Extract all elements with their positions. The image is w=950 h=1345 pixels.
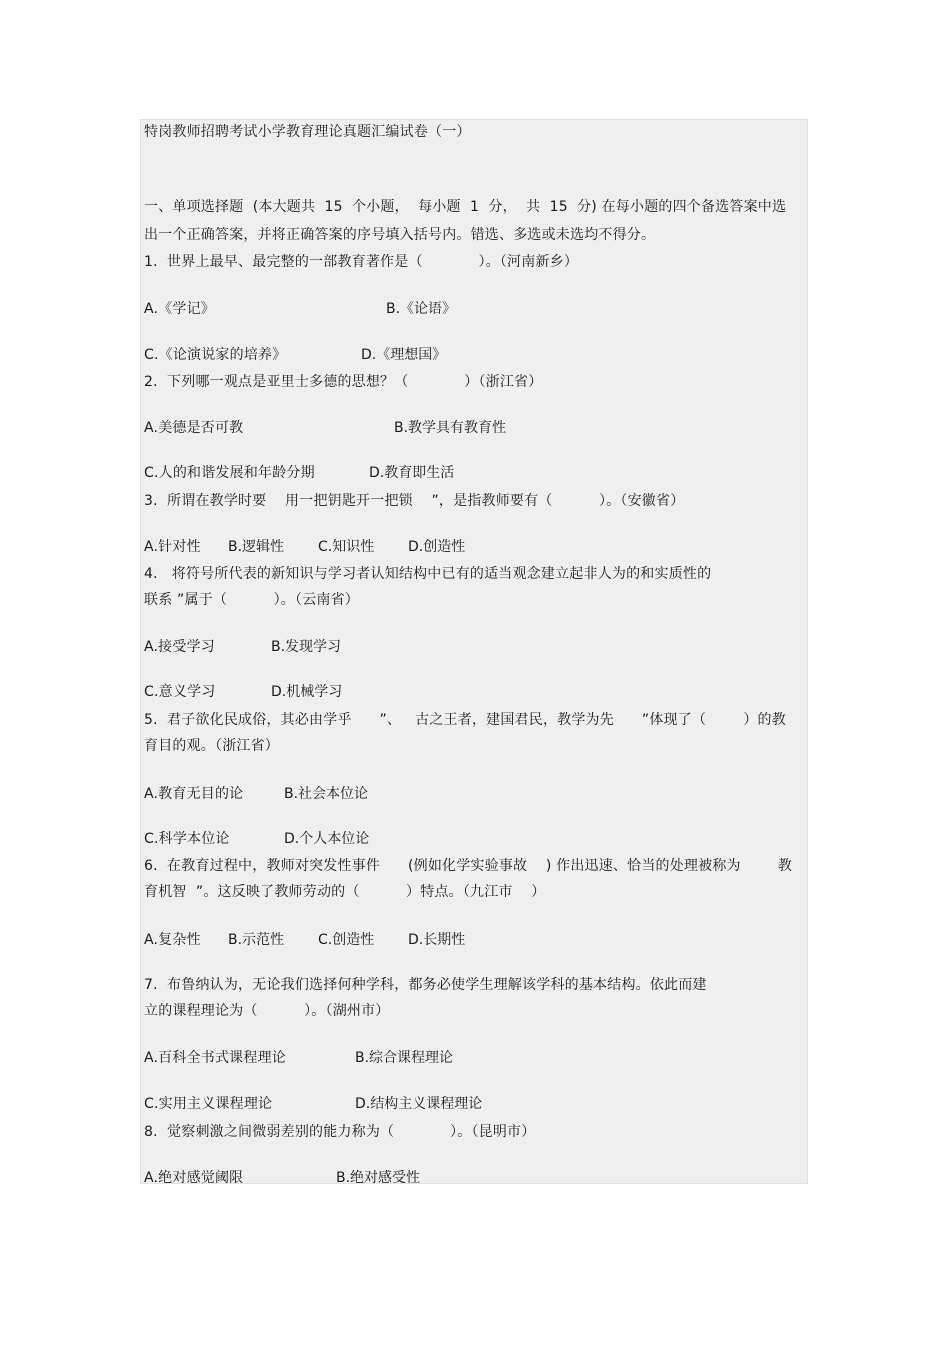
question-6-stem-line-2: 育机智 ”。这反映了教师劳动的（ ）特点。（九江市 ） xyxy=(144,884,546,900)
section-heading-line-1: 一、单项选择题 (本大题共 15 个小题， 每小题 1 分， 共 15 分) 在每小题的四个备选答案中选 xyxy=(144,199,787,215)
q6-option-c: C.创造性 xyxy=(318,932,375,948)
q2-option-d: D.教育即生活 xyxy=(369,465,455,481)
q1-option-c: C.《论演说家的培养》 xyxy=(144,347,287,363)
q4-option-a: A.接受学习 xyxy=(144,639,215,655)
question-8-stem: 8. 觉察刺激之间微弱差别的能力称为（ ）。（昆明市） xyxy=(144,1124,536,1140)
q5-option-c: C.科学本位论 xyxy=(144,831,230,847)
q1-option-a: A.《学记》 xyxy=(144,301,215,317)
question-4-stem-line-2: 联系 ”属于（ ）。（云南省） xyxy=(144,592,360,608)
q5-option-a: A.教育无目的论 xyxy=(144,786,244,802)
question-4-stem-line-1: 4. 将符号所代表的新知识与学习者认知结构中已有的适当观念建立起非人为的和实质性的 xyxy=(144,566,712,582)
q4-option-d: D.机械学习 xyxy=(271,684,343,700)
question-7-stem-line-2: 立的课程理论为（ ）。（湖州市） xyxy=(144,1003,390,1019)
q6-option-d: D.长期性 xyxy=(408,932,466,948)
question-2-stem: 2. 下列哪一观点是亚里士多德的思想？（ ）（浙江省） xyxy=(144,374,543,390)
question-5-stem-line-2: 育目的观。（浙江省） xyxy=(144,738,279,754)
question-1-stem: 1. 世界上最早、最完整的一部教育著作是（ ）。（河南新乡） xyxy=(144,254,579,270)
q8-option-a: A.绝对感觉阈限 xyxy=(144,1170,244,1186)
q1-option-d: D.《理想国》 xyxy=(361,347,447,363)
section-heading-line-2: 出一个正确答案，并将正确答案的序号填入括号内。错选、多选或未选均不得分。 xyxy=(144,227,656,243)
q1-option-b: B.《论语》 xyxy=(386,301,457,317)
question-5-stem-line-1: 5. 君子欲化民成俗，其必由学乎 ”、 古之王者，建国君民，教学为先 ”体现了（ ）的教 xyxy=(144,712,786,728)
q2-option-c: C.人的和谐发展和年龄分期 xyxy=(144,465,315,481)
q5-option-b: B.社会本位论 xyxy=(284,786,369,802)
document-page xyxy=(140,119,808,1184)
q7-option-c: C.实用主义课程理论 xyxy=(144,1096,273,1112)
q6-option-b: B.示范性 xyxy=(228,932,285,948)
document-title: 特岗教师招聘考试小学教育理论真题汇编试卷（一） xyxy=(144,124,471,140)
q4-option-b: B.发现学习 xyxy=(271,639,342,655)
q7-option-a: A.百科全书式课程理论 xyxy=(144,1050,286,1066)
q2-option-a: A.美德是否可教 xyxy=(144,420,244,436)
q8-option-b: B.绝对感受性 xyxy=(336,1170,421,1186)
q3-option-a: A.针对性 xyxy=(144,539,201,555)
q3-option-c: C.知识性 xyxy=(318,539,375,555)
question-7-stem-line-1: 7. 布鲁纳认为，无论我们选择何种学科，都务必使学生理解该学科的基本结构。依此而建 xyxy=(144,977,707,993)
q7-option-d: D.结构主义课程理论 xyxy=(355,1096,483,1112)
q6-option-a: A.复杂性 xyxy=(144,932,201,948)
q2-option-b: B.教学具有教育性 xyxy=(394,420,507,436)
question-6-stem-line-1: 6. 在教育过程中，教师对突发性事件 (例如化学实验事故 ) 作出迅速、恰当的处理被称为 教 xyxy=(144,858,793,874)
q7-option-b: B.综合课程理论 xyxy=(355,1050,454,1066)
q3-option-d: D.创造性 xyxy=(408,539,466,555)
q4-option-c: C.意义学习 xyxy=(144,684,216,700)
q3-option-b: B.逻辑性 xyxy=(228,539,285,555)
question-3-stem: 3. 所谓在教学时要 用一把钥匙开一把锁 ”，是指教师要有（ ）。（安徽省） xyxy=(144,493,685,509)
q5-option-d: D.个人本位论 xyxy=(284,831,370,847)
